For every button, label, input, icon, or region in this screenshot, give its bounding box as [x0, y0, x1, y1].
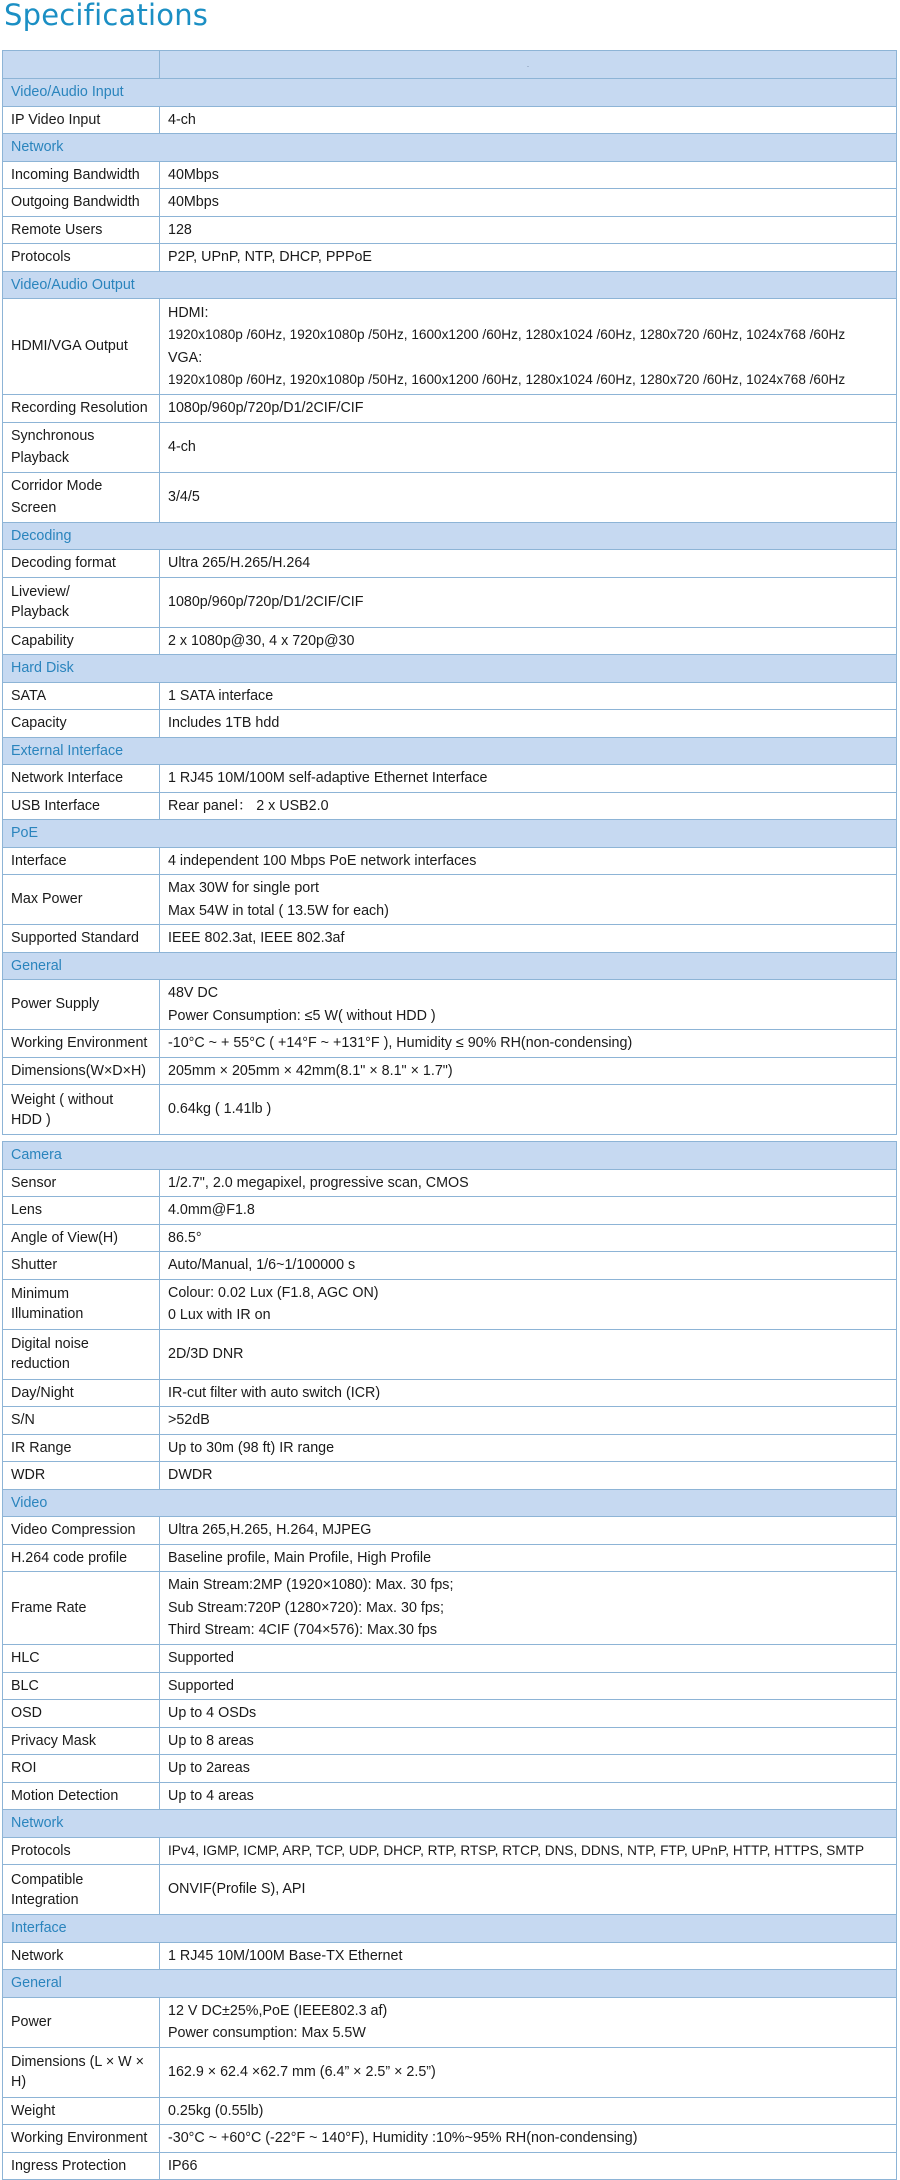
section-title: General	[3, 952, 897, 980]
spec-row	[3, 1407, 897, 1435]
spec-row	[3, 1544, 897, 1572]
spec-row	[3, 1727, 897, 1755]
spec-value-line: 3/4/5	[168, 488, 200, 505]
spec-label: Max Power	[3, 875, 160, 925]
section-title: Interface	[3, 1915, 897, 1943]
spec-value-line: Up to 2areas	[168, 1760, 250, 1776]
spec-value	[160, 1329, 897, 1379]
spec-value	[160, 847, 897, 875]
section-header-video-audio-output	[3, 271, 897, 299]
spec-row	[3, 1085, 897, 1135]
spec-row	[3, 2152, 897, 2180]
spec-value	[160, 472, 897, 522]
section-header-general	[3, 952, 897, 980]
section-title: Network	[3, 134, 897, 162]
spec-label: Network	[3, 1942, 160, 1970]
spec-row	[3, 1700, 897, 1728]
spec-value-line: Up to 30m (98 ft) IR range	[168, 1439, 335, 1456]
spec-row	[3, 2097, 897, 2125]
spec-value-line: 48V DC	[168, 985, 219, 1001]
spec-value-line: 86.5°	[168, 1229, 202, 1246]
spec-row	[3, 395, 897, 423]
spec-value	[160, 189, 897, 217]
spec-row	[3, 1057, 897, 1085]
spec-label: IR Range	[3, 1434, 160, 1462]
section-header-general	[3, 1970, 897, 1998]
spec-value	[160, 1169, 897, 1197]
spec-value	[160, 925, 897, 953]
spec-value-line: Includes 1TB hdd	[168, 715, 280, 731]
spec-value-line: HDMI:	[168, 304, 209, 321]
spec-value	[160, 395, 897, 423]
spec-label: Liveview/ Playback	[3, 577, 160, 627]
section-header-decoding	[3, 522, 897, 550]
spec-row	[3, 792, 897, 820]
spec-label: Protocols	[3, 244, 160, 272]
spec-value-line: Max 54W in total ( 13.5W for each)	[168, 902, 389, 919]
spec-row	[3, 1997, 897, 2047]
spec-value-line: 0.64kg ( 1.41lb )	[168, 1101, 272, 1118]
spec-label: Digital noise reduction	[3, 1329, 160, 1379]
spec-row	[3, 1279, 897, 1329]
spec-value-line: 128	[168, 221, 192, 238]
spec-label: Working Environment	[3, 1030, 160, 1058]
spec-row	[3, 1462, 897, 1490]
spec-value-line: 205mm × 205mm × 42mm(8.1" × 8.1" × 1.7")	[168, 1062, 453, 1079]
spec-label: SATA	[3, 682, 160, 710]
spec-value	[160, 1224, 897, 1252]
header-cell-label	[3, 51, 160, 79]
spec-value-line: 1 RJ45 10M/100M Base-TX Ethernet	[168, 1947, 403, 1964]
spec-row	[3, 244, 897, 272]
spec-label: Power Supply	[3, 980, 160, 1030]
section-header-poe	[3, 820, 897, 848]
spec-label: Remote Users	[3, 216, 160, 244]
spec-label: WDR	[3, 1462, 160, 1490]
spec-row	[3, 1434, 897, 1462]
spec-row	[3, 925, 897, 953]
spec-value	[160, 161, 897, 189]
section-header-camera	[3, 1142, 897, 1170]
section-header-hard-disk	[3, 655, 897, 683]
spec-row	[3, 1224, 897, 1252]
spec-value	[160, 2047, 897, 2097]
page-title: Specifications	[4, 0, 209, 32]
spec-value	[160, 1407, 897, 1435]
spec-value	[160, 792, 897, 820]
spec-value	[160, 1727, 897, 1755]
spec-label: H.264 code profile	[3, 1544, 160, 1572]
spec-value	[160, 1517, 897, 1545]
spec-row	[3, 1572, 897, 1645]
spec-label: Angle of View(H)	[3, 1224, 160, 1252]
section-title: PoE	[3, 820, 897, 848]
spec-row	[3, 2125, 897, 2153]
spec-value-line: 1 SATA interface	[168, 687, 274, 704]
section-header-video-audio-input	[3, 79, 897, 107]
spec-value-line: IR-cut filter with auto switch (ICR)	[168, 1384, 381, 1401]
spec-value-line: 12 V DC±25%,PoE (IEEE802.3 af)	[168, 2002, 388, 2019]
section-title: General	[3, 1970, 897, 1998]
spec-value-line: Main Stream:2MP (1920×1080): Max. 30 fps;	[168, 1577, 454, 1594]
section-header-external-interface	[3, 737, 897, 765]
spec-label: Weight ( without HDD )	[3, 1085, 160, 1135]
spec-value	[160, 627, 897, 655]
spec-value	[160, 875, 897, 925]
spec-value	[160, 682, 897, 710]
spec-row	[3, 1030, 897, 1058]
spec-label: Outgoing Bandwidth	[3, 189, 160, 217]
spec-value-line: Ultra 265/H.265/H.264	[168, 555, 311, 571]
spec-row	[3, 875, 897, 925]
spec-value	[160, 1700, 897, 1728]
spec-label: Capacity	[3, 710, 160, 738]
spec-value-line: 0 Lux with IR on	[168, 1307, 271, 1323]
section-title: External Interface	[3, 737, 897, 765]
spec-label: HLC	[3, 1645, 160, 1673]
spec-value	[160, 1030, 897, 1058]
spec-label: BLC	[3, 1672, 160, 1700]
spec-row	[3, 216, 897, 244]
spec-row	[3, 422, 897, 472]
spec-value-line: 1080p/960p/720p/D1/2CIF/CIF	[168, 593, 364, 610]
spec-value-line: 4.0mm@F1.8	[168, 1202, 255, 1218]
spec-row	[3, 627, 897, 655]
spec-value	[160, 1544, 897, 1572]
spec-value-line: -10°C ~ + 55°C ( +14°F ~ +131°F ), Humidity ≤ 90% RH(non-condensing)	[168, 1035, 633, 1051]
spec-value-line: 4 independent 100 Mbps PoE network interfaces	[168, 852, 477, 869]
section-header-video	[3, 1489, 897, 1517]
section-header-interface	[3, 1915, 897, 1943]
spec-value	[160, 299, 897, 395]
spec-row	[3, 710, 897, 738]
spec-value	[160, 244, 897, 272]
spec-label: Privacy Mask	[3, 1727, 160, 1755]
spec-row	[3, 2047, 897, 2097]
spec-table	[2, 50, 897, 2180]
spec-value-line: 4-ch	[168, 438, 196, 455]
section-header-network	[3, 134, 897, 162]
spec-row	[3, 1329, 897, 1379]
spec-value	[160, 1755, 897, 1783]
spec-label: Lens	[3, 1197, 160, 1225]
spec-value-line: Up to 4 OSDs	[168, 1705, 257, 1721]
spec-value-line: Max 30W for single port	[168, 880, 319, 896]
spec-value	[160, 1462, 897, 1490]
spec-label: USB Interface	[3, 792, 160, 820]
spec-value-line: Baseline profile, Main Profile, High Profile	[168, 1549, 432, 1566]
section-title: Network	[3, 1810, 897, 1838]
spec-value	[160, 710, 897, 738]
spec-value-line: Up to 8 areas	[168, 1732, 254, 1749]
spec-value-line: Power Consumption: ≤5 W( without HDD )	[168, 1007, 436, 1024]
spec-row	[3, 1197, 897, 1225]
section-title: Video	[3, 1489, 897, 1517]
spec-value-line: DWDR	[168, 1467, 213, 1483]
spec-label: Protocols	[3, 1837, 160, 1865]
spec-value-line: ONVIF(Profile S), API	[168, 1881, 306, 1898]
spec-value-line: Supported	[168, 1677, 234, 1694]
spec-row	[3, 106, 897, 134]
spec-value-line: 0.25kg (0.55lb)	[168, 2102, 264, 2119]
spec-row	[3, 1169, 897, 1197]
spec-row	[3, 765, 897, 793]
spec-label: S/N	[3, 1407, 160, 1435]
spec-value-line: Up to 4 areas	[168, 1787, 254, 1804]
spec-value	[160, 2125, 897, 2153]
spec-label: Network Interface	[3, 765, 160, 793]
spec-row	[3, 1837, 897, 1865]
spec-label: Motion Detection	[3, 1782, 160, 1810]
spec-value	[160, 1572, 897, 1645]
spec-label: Compatible Integration	[3, 1865, 160, 1915]
spec-value	[160, 2152, 897, 2180]
spec-label: OSD	[3, 1700, 160, 1728]
spec-row	[3, 1672, 897, 1700]
spec-label: ROI	[3, 1755, 160, 1783]
spec-value	[160, 1434, 897, 1462]
spec-value-line: P2P, UPnP, NTP, DHCP, PPPoE	[168, 249, 372, 265]
spec-value-line: Third Stream: 4CIF (704×576): Max.30 fps	[168, 1622, 437, 1639]
spec-label: Power	[3, 1997, 160, 2047]
spec-row	[3, 472, 897, 522]
spec-value-line: Supported	[168, 1650, 234, 1666]
spec-value	[160, 1279, 897, 1329]
spec-row	[3, 1379, 897, 1407]
spec-row	[3, 980, 897, 1030]
spec-label: Dimensions(W×D×H)	[3, 1057, 160, 1085]
spec-label: Capability	[3, 627, 160, 655]
spec-value-line: Sub Stream:720P (1280×720): Max. 30 fps;	[168, 1599, 444, 1616]
table-separator	[3, 1135, 897, 1142]
spec-value	[160, 577, 897, 627]
spec-value	[160, 1057, 897, 1085]
spec-value-line: Ultra 265,H.265, H.264, MJPEG	[168, 1522, 372, 1538]
spec-value	[160, 1997, 897, 2047]
spec-value-line: 40Mbps	[168, 166, 219, 183]
spec-label: Minimum Illumination	[3, 1279, 160, 1329]
section-title: Hard Disk	[3, 655, 897, 683]
spec-label: Video Compression	[3, 1517, 160, 1545]
spec-value-line: VGA:	[168, 349, 203, 366]
spec-value	[160, 1379, 897, 1407]
spec-value-line: IP66	[168, 2157, 198, 2174]
spec-value-line: Power consumption: Max 5.5W	[168, 2025, 366, 2041]
spec-value-line: >52dB	[168, 1412, 210, 1428]
spec-value	[160, 106, 897, 134]
spec-value-line: 2D/3D DNR	[168, 1345, 244, 1362]
spec-label: Incoming Bandwidth	[3, 161, 160, 189]
spec-label: Supported Standard	[3, 925, 160, 953]
spec-row	[3, 1645, 897, 1673]
spec-label: Dimensions (L × W × H)	[3, 2047, 160, 2097]
spec-value	[160, 1645, 897, 1673]
spec-row	[3, 1755, 897, 1783]
spec-row	[3, 299, 897, 395]
spec-label: Working Environment	[3, 2125, 160, 2153]
spec-row	[3, 550, 897, 578]
spec-label: Day/Night	[3, 1379, 160, 1407]
section-title: Decoding	[3, 522, 897, 550]
spec-row	[3, 1782, 897, 1810]
spec-label: Synchronous Playback	[3, 422, 160, 472]
spec-label: Frame Rate	[3, 1572, 160, 1645]
spec-row	[3, 847, 897, 875]
spec-row	[3, 1865, 897, 1915]
spec-value-line: -30°C ~ +60°C (-22°F ~ 140°F), Humidity :10%~95% RH(non-condensing)	[168, 2130, 638, 2146]
spec-label: Weight	[3, 2097, 160, 2125]
spec-value	[160, 1197, 897, 1225]
spec-label: HDMI/VGA Output	[3, 299, 160, 395]
spec-value-line: IEEE 802.3at, IEEE 802.3af	[168, 930, 345, 946]
spec-value-line: 1080p/960p/720p/D1/2CIF/CIF	[168, 400, 364, 416]
spec-row	[3, 682, 897, 710]
spec-label: Recording Resolution	[3, 395, 160, 423]
spec-label: Shutter	[3, 1252, 160, 1280]
spec-row	[3, 1517, 897, 1545]
spec-value-line: 40Mbps	[168, 194, 219, 210]
spec-value-line: Rear panel： 2 x USB2.0	[168, 797, 329, 814]
spec-value-line: IPv4, IGMP, ICMP, ARP, TCP, UDP, DHCP, RTP, RTSP, RTCP, DNS, DDNS, NTP, FTP, UPnP, HTTP, HTTPS, SMTP	[168, 1842, 865, 1858]
section-title: Video/Audio Output	[3, 271, 897, 299]
spec-label: Corridor Mode Screen	[3, 472, 160, 522]
spec-row	[3, 189, 897, 217]
spec-row	[3, 161, 897, 189]
spec-value	[160, 1942, 897, 1970]
spec-row	[3, 1942, 897, 1970]
header-cell-value: .	[160, 51, 897, 79]
spec-label: IP Video Input	[3, 106, 160, 134]
spec-row	[3, 1252, 897, 1280]
spec-value	[160, 1672, 897, 1700]
spec-label: Interface	[3, 847, 160, 875]
spec-label: Decoding format	[3, 550, 160, 578]
spec-value-line: 2 x 1080p@30, 4 x 720p@30	[168, 632, 355, 649]
section-title: Camera	[3, 1142, 897, 1170]
spec-value	[160, 550, 897, 578]
spec-value-line: Auto/Manual, 1/6~1/100000 s	[168, 1257, 356, 1273]
spec-value-line: 1 RJ45 10M/100M self-adaptive Ethernet Interface	[168, 770, 488, 786]
spec-value	[160, 765, 897, 793]
spec-value-line: 4-ch	[168, 111, 196, 128]
spec-value	[160, 1252, 897, 1280]
spec-value	[160, 1837, 897, 1865]
spec-value-line: 1920x1080p /60Hz, 1920x1080p /50Hz, 1600x1200 /60Hz, 1280x1024 /60Hz, 1280x720 /60Hz, 1024x768 /60Hz	[168, 372, 846, 387]
section-title: Video/Audio Input	[3, 79, 897, 107]
spec-value	[160, 1865, 897, 1915]
spec-value	[160, 1782, 897, 1810]
spec-value	[160, 2097, 897, 2125]
spec-value	[160, 1085, 897, 1135]
spec-value-line: 1920x1080p /60Hz, 1920x1080p /50Hz, 1600x1200 /60Hz, 1280x1024 /60Hz, 1280x720 /60Hz, 1024x768 /60Hz	[168, 327, 846, 342]
spec-value-line: 1/2.7", 2.0 megapixel, progressive scan, CMOS	[168, 1174, 469, 1191]
spec-value	[160, 980, 897, 1030]
spec-value	[160, 216, 897, 244]
spec-row	[3, 577, 897, 627]
spec-value-line: Colour: 0.02 Lux (F1.8, AGC ON)	[168, 1284, 379, 1301]
spec-value-line: 162.9 × 62.4 ×62.7 mm (6.4” × 2.5” × 2.5”)	[168, 2063, 436, 2080]
spec-label: Sensor	[3, 1169, 160, 1197]
separator-cell	[3, 1135, 897, 1142]
spec-value	[160, 422, 897, 472]
section-header-network	[3, 1810, 897, 1838]
table-header-row	[3, 51, 897, 79]
spec-label: Ingress Protection	[3, 2152, 160, 2180]
